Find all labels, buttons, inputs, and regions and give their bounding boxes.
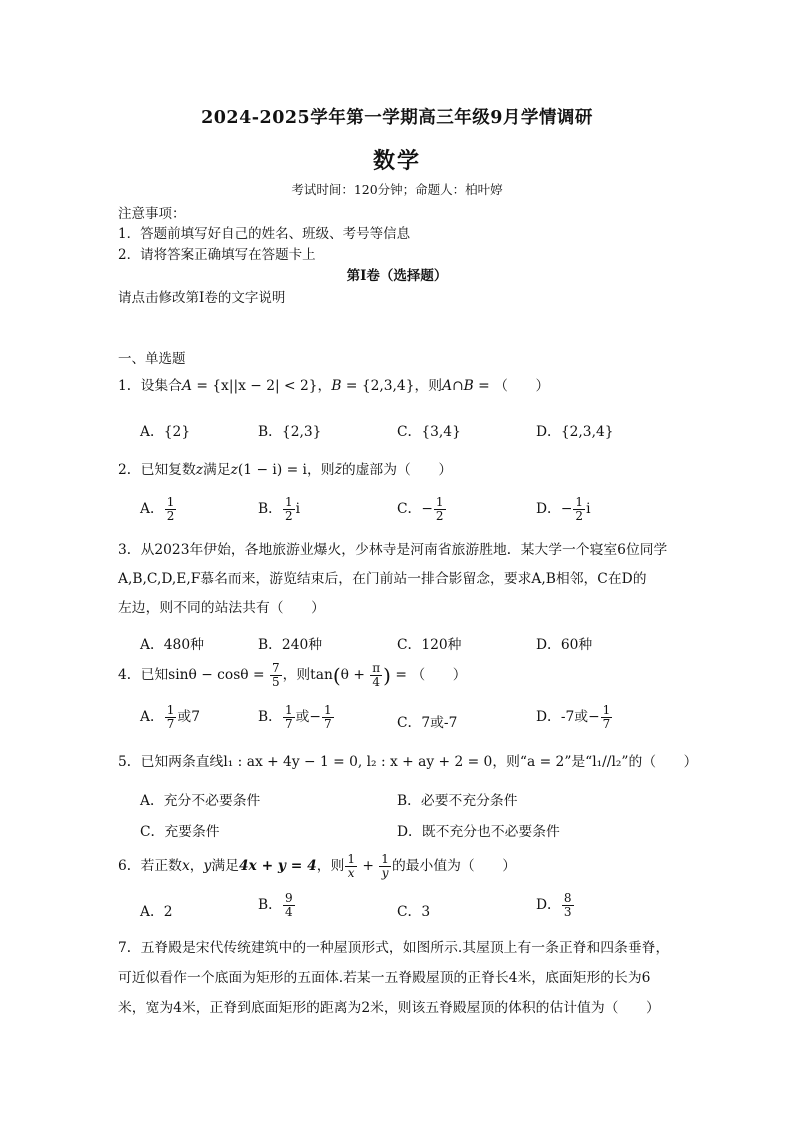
question-1-option-b: B．{2,3} [258, 424, 322, 440]
question-3-line-3: 左边，则不同的站法共有（ ） [118, 600, 325, 616]
notice-item-2: 2．请将答案正确填写在答题卡上 [118, 247, 316, 263]
volume-note: 请点击修改第I卷的文字说明 [118, 290, 286, 306]
question-2-stem: 2．已知复数z满足z(1 − i) = i，则z̄的虚部为（ ） [118, 462, 453, 478]
question-3-option-a: A．480种 [140, 637, 204, 653]
question-2-option-b: B． $\frac{1}{2}$ i [258, 495, 300, 523]
volume-title: 第I卷（选择题） [346, 268, 448, 284]
question-5-option-a: A．充分不必要条件 [140, 793, 261, 809]
question-4-option-a: A． $\frac{1}{7}$ 或7 [140, 703, 200, 731]
section-heading: 一、单选题 [118, 351, 186, 367]
question-7-line-2: 可近似看作一个底面为矩形的五面体.若某一五脊殿屋顶的正脊长4米，底面矩形的长为6 [118, 970, 651, 986]
question-7-line-3: 米，宽为4米，正脊到底面矩形的距离为2米，则该五脊殿屋顶的体积的估计值为（ ） [118, 1000, 660, 1016]
question-5-option-b: B．必要不充分条件 [397, 793, 518, 809]
question-3-line-2: A,B,C,D,E,F慕名而来，游览结束后，在门前站一排合影留念，要求A,B相邻，C在D的 [118, 571, 647, 587]
question-1-option-c: C．{3,4} [397, 424, 461, 440]
question-6-option-c: C．3 [397, 904, 431, 920]
question-3-line-1: 3．从2023年伊始，各地旅游业爆火，少林寺是河南省旅游胜地．某大学一个寝室6位同学 [118, 542, 668, 558]
question-5-option-c: C．充要条件 [140, 824, 220, 840]
question-3-option-d: D．60种 [536, 637, 593, 653]
question-3-option-c: C．120种 [397, 637, 462, 653]
question-6-stem: 6．若正数x，y满足4x + y = 4，则 $\frac{1}{x}$ + $\frac{1}{y}$ 的最小值为（ ） [118, 852, 517, 880]
question-6-option-b: B． $\frac{9}{4}$ [258, 891, 293, 919]
question-2-option-c: C．− $\frac{1}{2}$ [397, 495, 444, 523]
notice-item-1: 1．答题前填写好自己的姓名、班级、考号等信息 [118, 226, 411, 242]
question-7-line-1: 7．五脊殿是宋代传统建筑中的一种屋顶形式，如图所示.其屋顶上有一条正脊和四条垂脊， [118, 940, 670, 956]
exam-meta: 考试时间：120分钟；命题人：柏叶婷 [291, 182, 503, 197]
question-6-option-d: D． $\frac{8}{3}$ [536, 891, 572, 919]
question-4-option-d: D．-7或− $\frac{1}{7}$ [536, 703, 611, 731]
question-5-stem: 5．已知两条直线l₁ : ax + 4y − 1 = 0, l₂ : x + ay + 2 = 0，则“a = 2”是“l₁//l₂”的（ ） [118, 754, 698, 770]
exam-title: 2024-2025学年第一学期高三年级9月学情调研 [201, 108, 593, 128]
question-1-stem: 1．设集合A = {x||x − 2| < 2}，B = {2,3,4}，则A∩B = （ ） [118, 378, 550, 394]
subject-title: 数学 [372, 148, 421, 174]
question-2-option-a: A． $\frac{1}{2}$ [140, 495, 175, 523]
question-2-option-d: D．− $\frac{1}{2}$ i [536, 495, 591, 523]
question-4-option-b: B． $\frac{1}{7}$ 或− $\frac{1}{7}$ [258, 703, 332, 731]
question-4-option-c: C．7或-7 [397, 715, 458, 731]
question-1-option-a: A．{2} [140, 424, 191, 440]
question-5-option-d: D．既不充分也不必要条件 [397, 824, 560, 840]
question-3-option-b: B．240种 [258, 637, 323, 653]
question-6-option-a: A．2 [140, 904, 173, 920]
notice-heading: 注意事项： [118, 206, 186, 222]
question-4-stem: 4．已知sinθ − cosθ = $\frac{7}{5}$ ，则tan(θ + $\frac{\pi}{4}$ ) = （ ） [118, 661, 467, 689]
question-1-option-d: D．{2,3,4} [536, 424, 614, 440]
